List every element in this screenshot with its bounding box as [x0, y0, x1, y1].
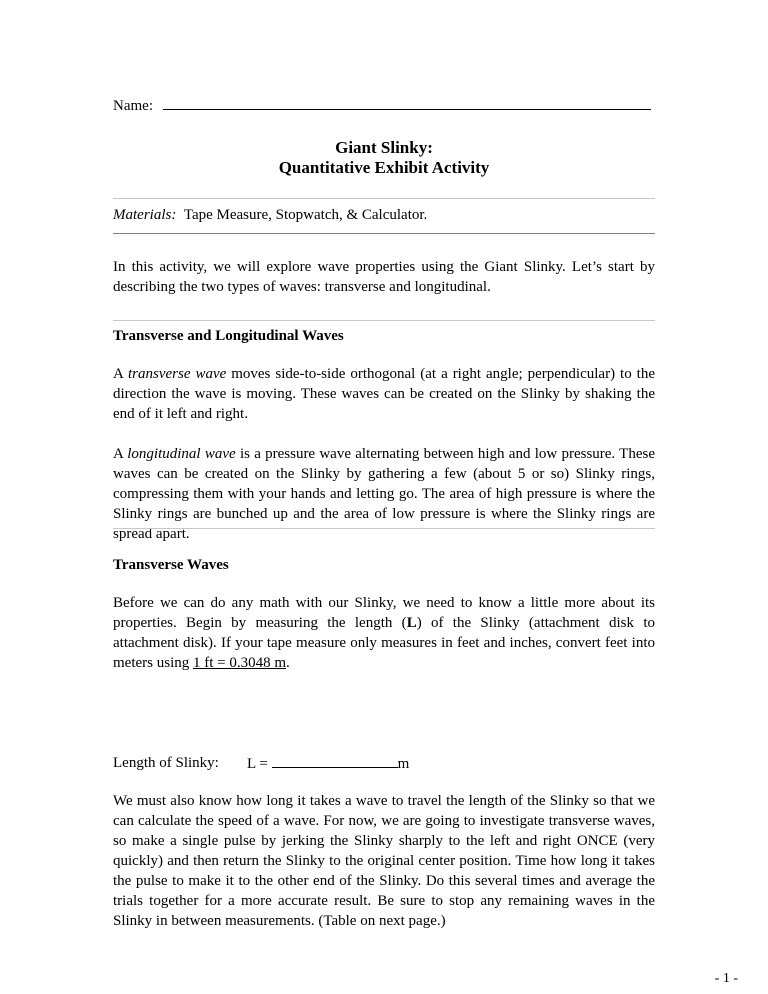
- materials-label: Materials:: [113, 207, 177, 223]
- paragraph-text: A: [113, 446, 128, 462]
- materials-line: [113, 205, 655, 225]
- title-line-2: Quantitative Exhibit Activity: [278, 158, 490, 177]
- section-heading-transverse-longitudinal: Transverse and Longitudinal Waves: [113, 328, 344, 344]
- page-number: - 1 -: [714, 971, 738, 986]
- name-label: Name:: [113, 98, 153, 114]
- length-blank-line[interactable]: [272, 753, 398, 768]
- paragraph-text: ) of the Slinky (attachment disk to attachment disk). If your tape measure only measures in feet and inches, convert feet into meters using: [113, 615, 655, 671]
- length-unit: m: [397, 756, 410, 772]
- name-field: [113, 95, 651, 116]
- title-line-1: Giant Slinky:: [335, 138, 433, 157]
- paragraph-text: .: [286, 655, 290, 671]
- divider: [113, 528, 655, 529]
- term-longitudinal-wave: longitudinal wave: [127, 446, 236, 462]
- length-label: Length of Slinky:: [113, 755, 219, 771]
- timing-paragraph: We must also know how long it takes a wave to travel the length of the Slinky so that we can calculate the speed of a wave. For now, we are going to investigate transverse waves, so make a single pulse by jerking the Slinky sharply to the left and right ONCE (very quickly) and then return the Slinky to the original center position. Time how long it takes the pulse to make it to the other end of the Slinky. Do this several times and average the trials together for a more accurate result. Be sure to stop any remaining waves in the Slinky in between measurements. (Table on next page.): [113, 793, 655, 929]
- longitudinal-wave-paragraph: [113, 444, 655, 544]
- paragraph-text: Before we can do any math with our Slinky, we need to know a little more about its properties. Begin by measuring the length (: [113, 595, 655, 631]
- variable-L: L: [406, 615, 417, 631]
- intro-paragraph: In this activity, we will explore wave properties using the Giant Slinky. Let’s start by describing the two types of waves: transverse and longitudinal.: [113, 259, 655, 295]
- paragraph-text: moves side-to-side orthogonal (at a right angle; perpendicular) to the direction the wave is moving. These waves can be created on the Slinky by shaking the end of it left and right.: [113, 366, 655, 422]
- divider: [113, 320, 655, 321]
- divider: [113, 233, 655, 234]
- materials-text: Tape Measure, Stopwatch, & Calculator.: [183, 207, 428, 223]
- paragraph-text: A: [113, 366, 128, 382]
- term-transverse-wave: transverse wave: [127, 366, 227, 382]
- name-blank-line[interactable]: [163, 95, 651, 110]
- conversion-factor: 1 ft = 0.3048 m: [193, 655, 287, 671]
- divider: [113, 198, 655, 199]
- transverse-wave-paragraph: [113, 364, 655, 424]
- measurement-paragraph: [113, 593, 655, 673]
- length-equation: L =: [247, 756, 272, 772]
- length-answer: [247, 753, 409, 774]
- paragraph-text: is a pressure wave alternating between high and low pressure. These waves can be created on the Slinky by gathering a few (about 5 or so) Slinky rings, compressing them with your hands and letting go. The area of high pressure is where the Slinky rings are bunched up and the area of low pressure is where the Slinky rings are spread apart.: [113, 446, 655, 542]
- section-heading-transverse-waves: Transverse Waves: [113, 557, 229, 573]
